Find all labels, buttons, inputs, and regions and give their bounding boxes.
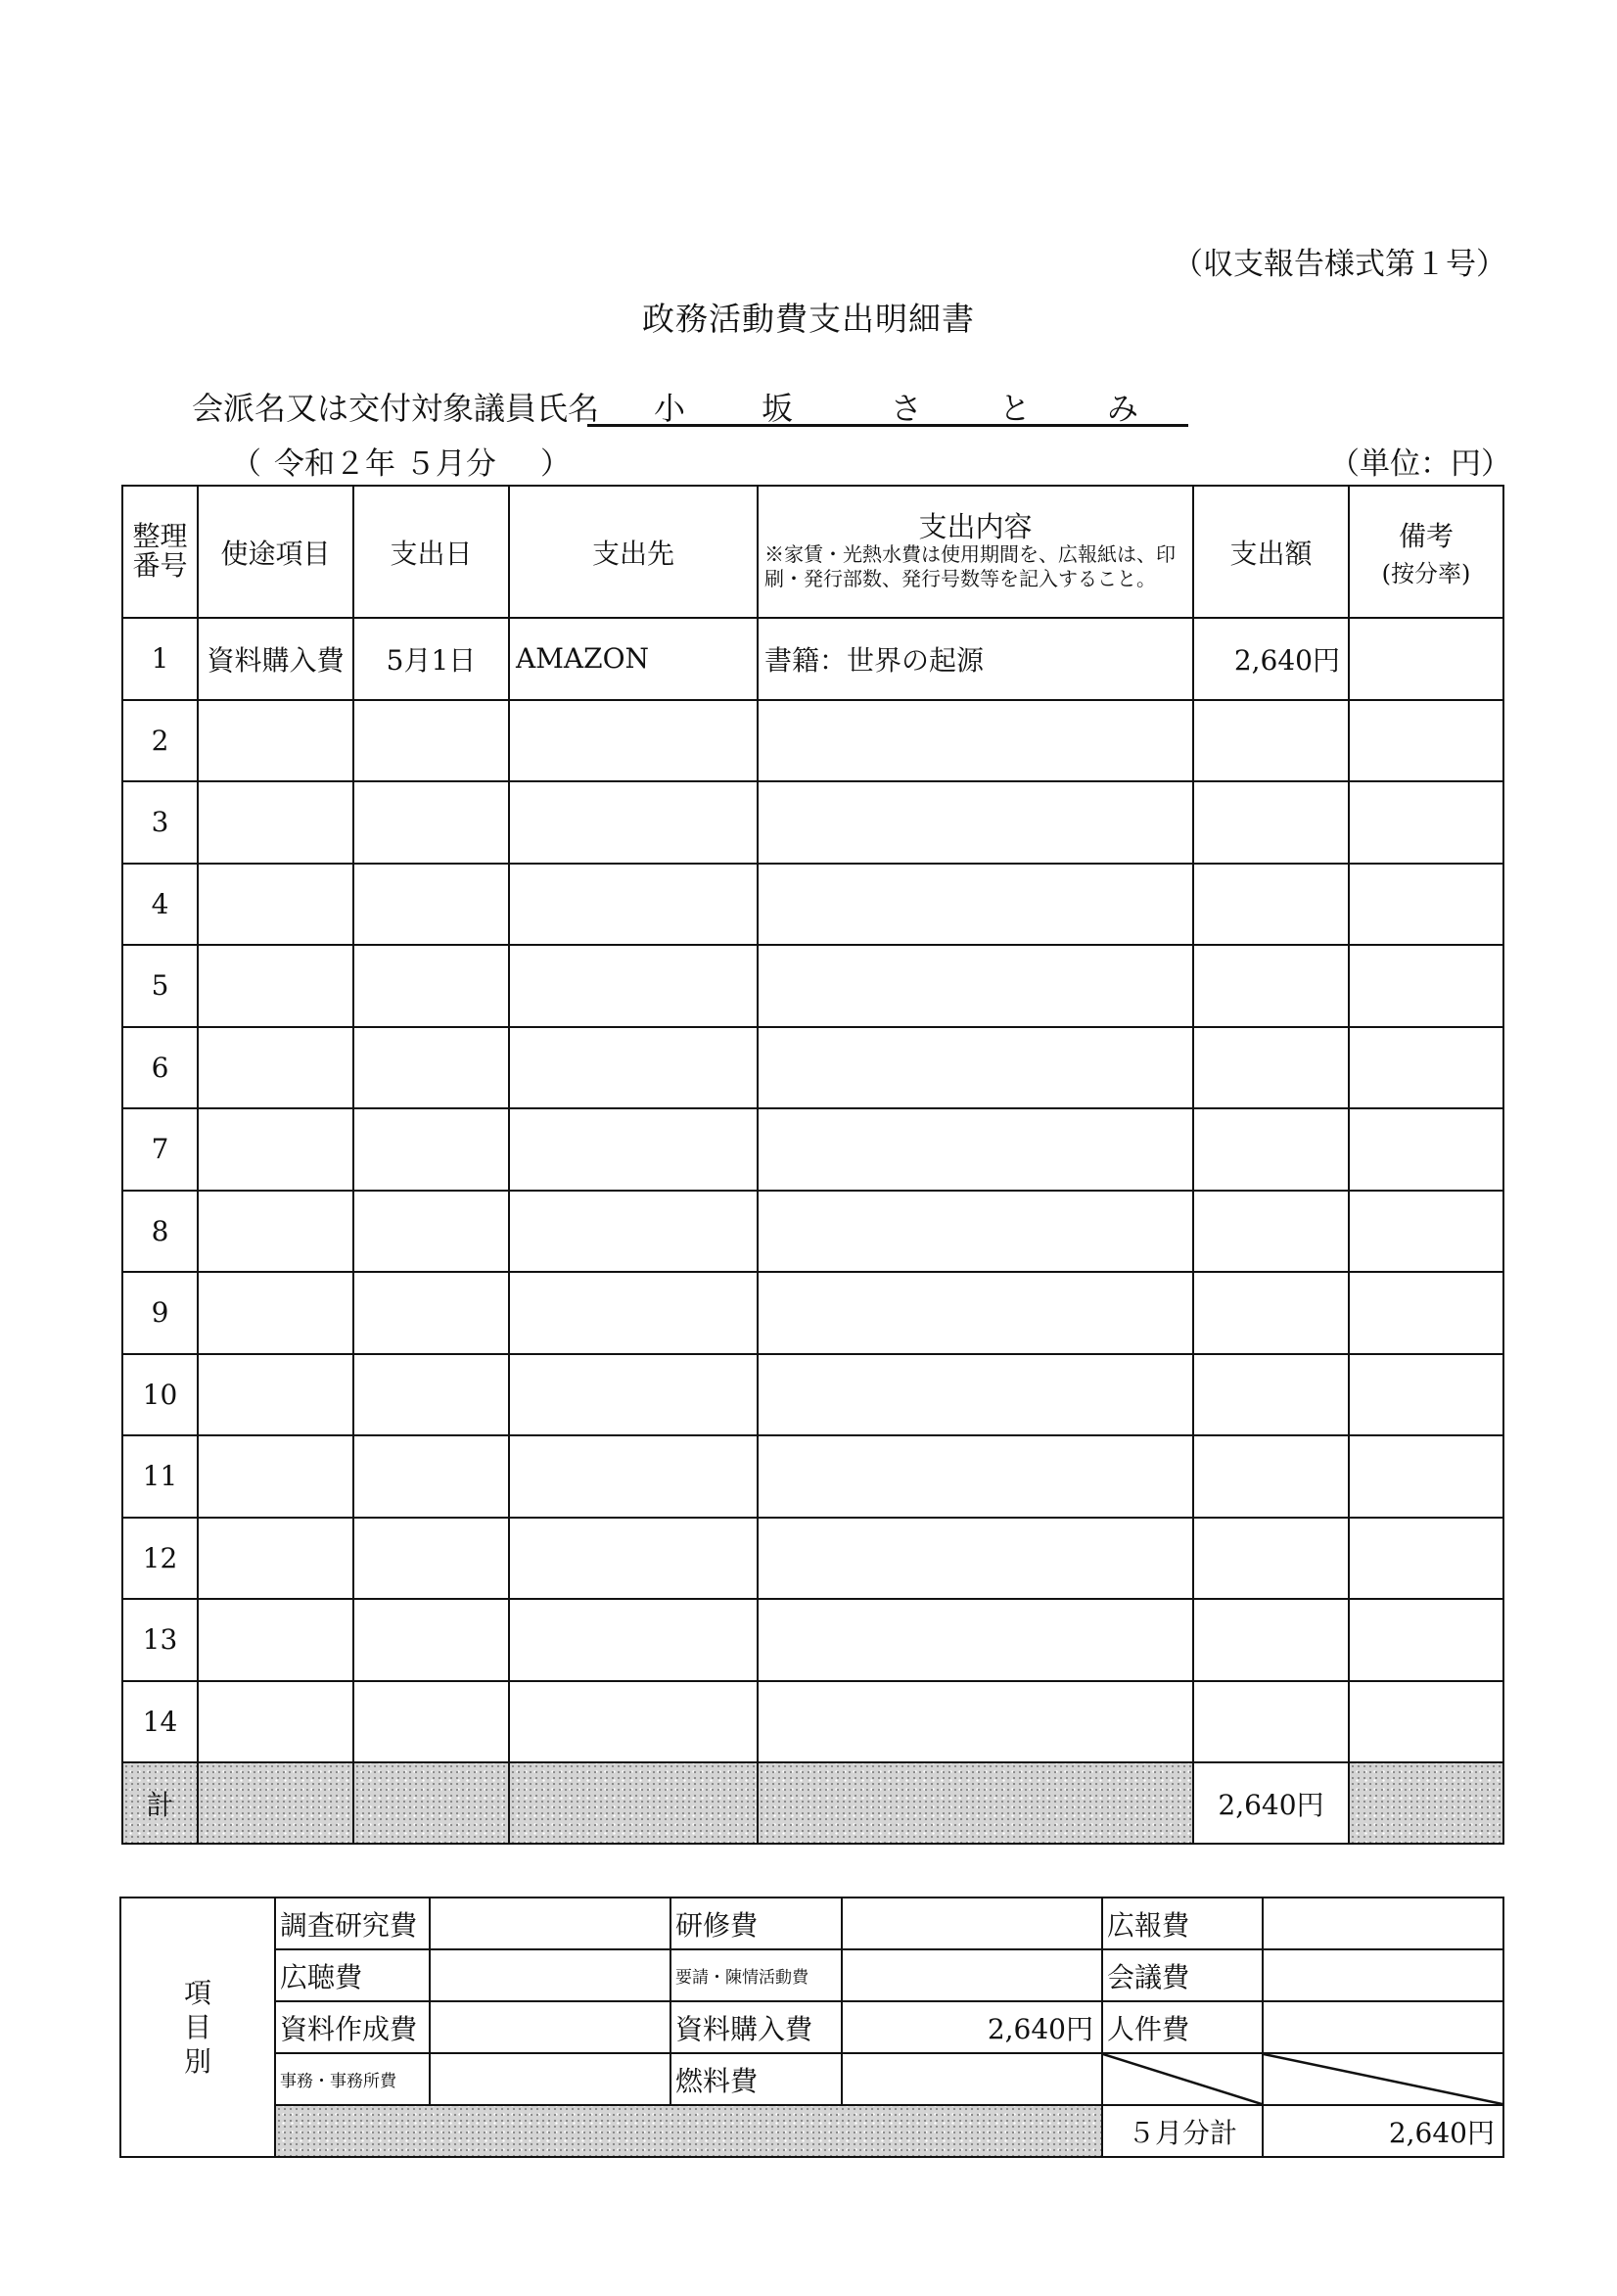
header-no	[122, 486, 198, 618]
period-open-paren: （	[231, 446, 261, 482]
month-total-amount: 2,640円	[1263, 2105, 1503, 2157]
total-shaded-cell	[509, 1762, 758, 1844]
row-payee	[509, 1108, 758, 1191]
row-payee: AMAZON	[509, 618, 758, 700]
header-date: 支出日	[353, 486, 509, 618]
row-amount	[1193, 781, 1349, 864]
row-content	[758, 781, 1193, 864]
header-content	[758, 486, 1193, 618]
table-row	[122, 1681, 1503, 1763]
header-remarks-title: 備考	[1398, 520, 1454, 552]
row-payee	[509, 781, 758, 864]
row-date	[353, 781, 509, 864]
table-row	[122, 1191, 1503, 1273]
row-purpose	[198, 1435, 353, 1518]
row-remarks	[1349, 1108, 1503, 1191]
diagonal-slash-cell	[1102, 2053, 1263, 2105]
row-date	[353, 1518, 509, 1600]
row-amount	[1193, 1599, 1349, 1681]
table-row	[122, 1435, 1503, 1518]
row-payee	[509, 945, 758, 1027]
category-materials-purchase-label: 資料購入費	[670, 2001, 842, 2053]
total-row	[122, 1762, 1503, 1844]
row-content	[758, 1599, 1193, 1681]
row-payee	[509, 1681, 758, 1763]
total-amount: 2,640円	[1193, 1762, 1349, 1844]
document-title: 政務活動費支出明細書	[642, 300, 975, 338]
row-purpose	[198, 864, 353, 946]
row-remarks	[1349, 864, 1503, 946]
row-amount	[1193, 700, 1349, 782]
row-remarks	[1349, 1191, 1503, 1273]
header-no-label: 整理番号	[132, 519, 188, 583]
row-number: 7	[122, 1108, 198, 1191]
category-section-text: 項目別	[184, 1977, 212, 2078]
row-remarks	[1349, 1435, 1503, 1518]
member-name-char: 坂	[762, 390, 794, 427]
row-amount	[1193, 1354, 1349, 1436]
row-number: 9	[122, 1272, 198, 1354]
row-number: 14	[122, 1681, 198, 1763]
row-date	[353, 700, 509, 782]
row-content	[758, 700, 1193, 782]
category-personnel-amount	[1263, 2001, 1503, 2053]
row-number: 8	[122, 1191, 198, 1273]
header-remarks-sub: (按分率)	[1381, 560, 1471, 587]
category-row	[120, 1898, 1503, 1949]
row-content	[758, 1681, 1193, 1763]
row-amount	[1193, 1435, 1349, 1518]
row-purpose	[198, 1354, 353, 1436]
category-meeting-amount	[1263, 1949, 1503, 2001]
table-row	[122, 1599, 1503, 1681]
row-remarks	[1349, 1681, 1503, 1763]
category-shaded-cell	[275, 2105, 1102, 2157]
row-remarks	[1349, 618, 1503, 700]
category-office-amount	[430, 2053, 670, 2105]
row-date	[353, 1272, 509, 1354]
row-number: 12	[122, 1518, 198, 1600]
category-training-amount	[842, 1898, 1102, 1949]
row-number: 1	[122, 618, 198, 700]
row-remarks	[1349, 945, 1503, 1027]
category-summary-table	[119, 1897, 1504, 2158]
table-row	[122, 618, 1503, 700]
category-research-amount	[430, 1898, 670, 1949]
category-hearing-amount	[430, 1949, 670, 2001]
table-row	[122, 781, 1503, 864]
category-pr-label: 広報費	[1102, 1898, 1263, 1949]
category-training-label: 研修費	[670, 1898, 842, 1949]
row-date	[353, 1027, 509, 1109]
member-name-char: み	[1107, 390, 1139, 427]
category-meeting-label: 会議費	[1102, 1949, 1263, 2001]
category-fuel-label: 燃料費	[670, 2053, 842, 2105]
row-purpose	[198, 1599, 353, 1681]
row-number: 3	[122, 781, 198, 864]
total-shaded-cell	[353, 1762, 509, 1844]
member-name	[587, 384, 1188, 427]
header-remarks	[1349, 486, 1503, 618]
category-row	[120, 2105, 1503, 2157]
row-date: 5月1日	[353, 618, 509, 700]
row-purpose: 資料購入費	[198, 618, 353, 700]
table-row	[122, 864, 1503, 946]
row-number: 2	[122, 700, 198, 782]
row-purpose	[198, 1518, 353, 1600]
row-date	[353, 1681, 509, 1763]
row-payee	[509, 1599, 758, 1681]
row-content	[758, 1518, 1193, 1600]
row-amount	[1193, 1518, 1349, 1600]
row-number: 5	[122, 945, 198, 1027]
row-amount	[1193, 1272, 1349, 1354]
category-materials-purchase-amount: 2,640円	[842, 2001, 1102, 2053]
row-remarks	[1349, 700, 1503, 782]
member-name-label: 会派名又は交付対象議員氏名	[192, 390, 600, 427]
total-shaded-cell	[758, 1762, 1193, 1844]
header-payee: 支出先	[509, 486, 758, 618]
row-date	[353, 1191, 509, 1273]
row-remarks	[1349, 781, 1503, 864]
row-payee	[509, 1191, 758, 1273]
row-purpose	[198, 1272, 353, 1354]
header-amount: 支出額	[1193, 486, 1349, 618]
row-content	[758, 1272, 1193, 1354]
row-remarks	[1349, 1518, 1503, 1600]
expenditure-table	[121, 485, 1504, 1845]
row-payee	[509, 1027, 758, 1109]
row-amount	[1193, 1027, 1349, 1109]
row-date	[353, 945, 509, 1027]
row-payee	[509, 1354, 758, 1436]
category-research-label: 調査研究費	[275, 1898, 430, 1949]
member-name-char: さ	[891, 390, 923, 427]
row-purpose	[198, 1191, 353, 1273]
category-row	[120, 1949, 1503, 2001]
row-date	[353, 864, 509, 946]
row-number: 11	[122, 1435, 198, 1518]
reporting-period: 令和２年 ５月分	[274, 446, 496, 482]
member-name-underline	[587, 424, 1188, 427]
form-identifier: （収支報告様式第１号）	[1173, 247, 1506, 282]
table-header-row	[122, 486, 1503, 618]
table-row	[122, 1027, 1503, 1109]
month-total-label: ５月分計	[1102, 2105, 1263, 2157]
row-remarks	[1349, 1599, 1503, 1681]
row-date	[353, 1354, 509, 1436]
table-row	[122, 1108, 1503, 1191]
row-amount	[1193, 1191, 1349, 1273]
row-content	[758, 1027, 1193, 1109]
category-petition-amount	[842, 1949, 1102, 2001]
category-materials-prep-amount	[430, 2001, 670, 2053]
category-pr-amount	[1263, 1898, 1503, 1949]
table-row	[122, 700, 1503, 782]
category-personnel-label: 人件費	[1102, 2001, 1263, 2053]
row-amount	[1193, 945, 1349, 1027]
row-purpose	[198, 700, 353, 782]
category-row	[120, 2053, 1503, 2105]
header-content-note: ※家賃・光熱水費は使用期間を、広報紙は、印刷・発行部数、発行号数等を記入すること。	[764, 542, 1176, 591]
row-payee	[509, 864, 758, 946]
row-content: 書籍：世界の起源	[758, 618, 1193, 700]
row-amount	[1193, 864, 1349, 946]
row-remarks	[1349, 1027, 1503, 1109]
category-petition-label: 要請・陳情活動費	[670, 1949, 842, 2001]
row-content	[758, 1108, 1193, 1191]
row-content	[758, 864, 1193, 946]
row-amount: 2,640円	[1193, 618, 1349, 700]
category-hearing-label: 広聴費	[275, 1949, 430, 2001]
row-remarks	[1349, 1272, 1503, 1354]
row-content	[758, 1191, 1193, 1273]
header-content-title: 支出内容	[918, 509, 1033, 543]
category-row	[120, 2001, 1503, 2053]
total-shaded-cell	[1349, 1762, 1503, 1844]
row-payee	[509, 1518, 758, 1600]
category-fuel-amount	[842, 2053, 1102, 2105]
row-purpose	[198, 945, 353, 1027]
row-purpose	[198, 1108, 353, 1191]
row-content	[758, 945, 1193, 1027]
row-date	[353, 1599, 509, 1681]
header-purpose: 使途項目	[198, 486, 353, 618]
row-payee	[509, 1435, 758, 1518]
member-name-char: と	[999, 390, 1032, 427]
row-date	[353, 1108, 509, 1191]
table-row	[122, 945, 1503, 1027]
category-materials-prep-label: 資料作成費	[275, 2001, 430, 2053]
row-payee	[509, 700, 758, 782]
row-number: 13	[122, 1599, 198, 1681]
member-name-char: 小	[654, 390, 686, 427]
total-shaded-cell	[198, 1762, 353, 1844]
total-label: 計	[122, 1762, 198, 1844]
row-amount	[1193, 1108, 1349, 1191]
row-purpose	[198, 781, 353, 864]
category-section-label	[120, 1898, 275, 2157]
period-close-paren: ）	[540, 446, 571, 482]
row-number: 10	[122, 1354, 198, 1436]
row-content	[758, 1435, 1193, 1518]
table-row	[122, 1272, 1503, 1354]
row-number: 4	[122, 864, 198, 946]
row-number: 6	[122, 1027, 198, 1109]
table-row	[122, 1518, 1503, 1600]
category-office-label: 事務・事務所費	[275, 2053, 430, 2105]
diagonal-slash-cell	[1263, 2053, 1503, 2105]
row-payee	[509, 1272, 758, 1354]
row-purpose	[198, 1681, 353, 1763]
table-row	[122, 1354, 1503, 1436]
row-amount	[1193, 1681, 1349, 1763]
row-purpose	[198, 1027, 353, 1109]
row-date	[353, 1435, 509, 1518]
row-content	[758, 1354, 1193, 1436]
row-remarks	[1349, 1354, 1503, 1436]
unit-label: （単位：円）	[1329, 446, 1511, 482]
